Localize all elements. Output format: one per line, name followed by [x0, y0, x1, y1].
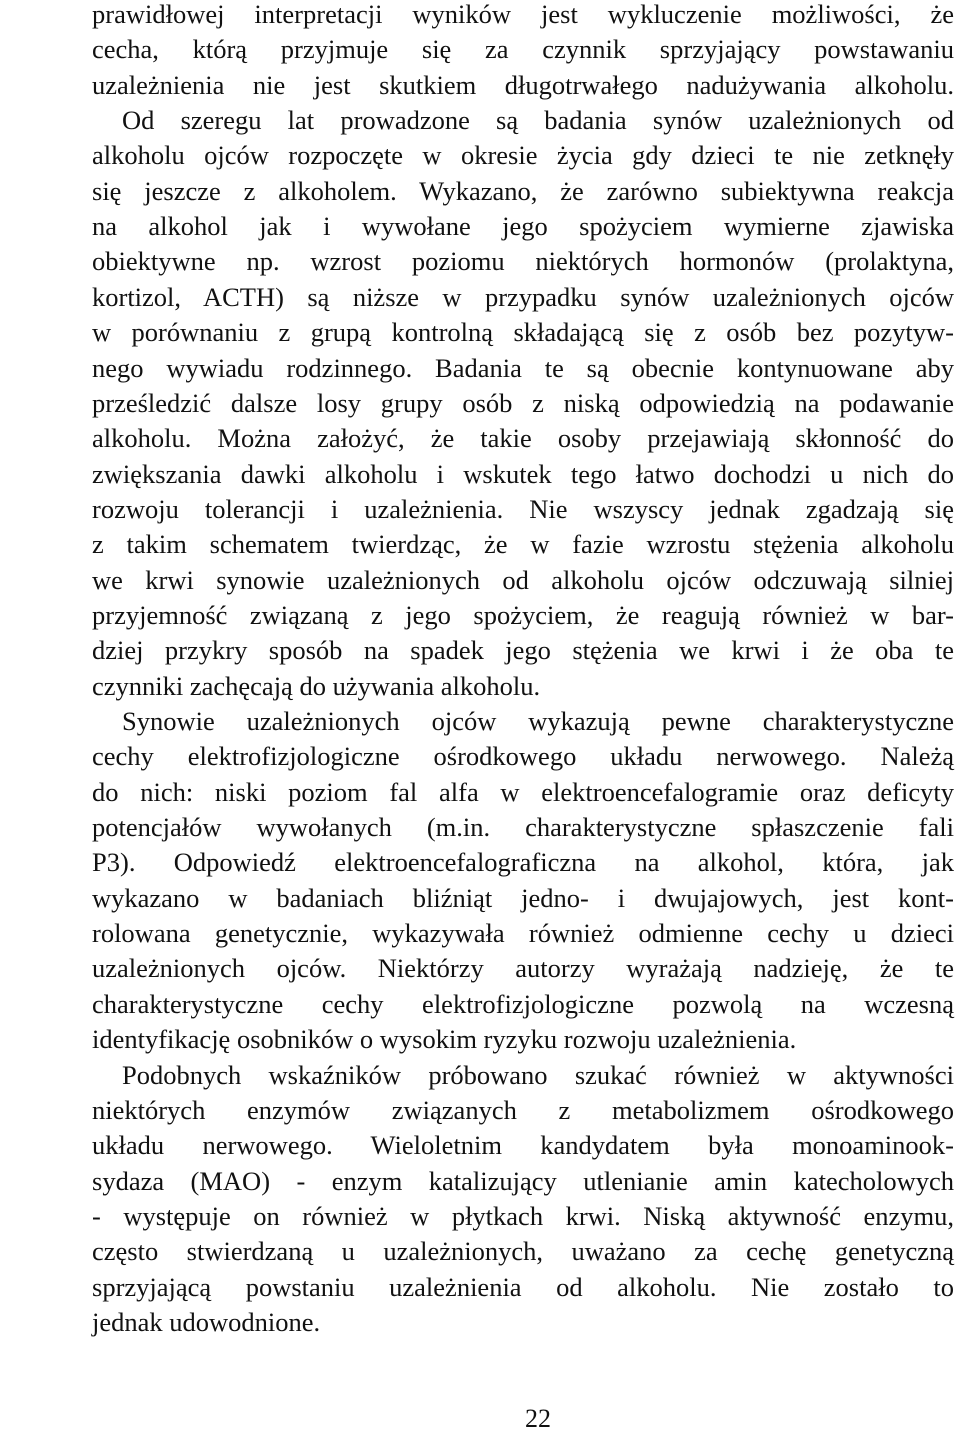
book-page [92, 0, 954, 1437]
text-line: rolowana genetycznie, wykazywała również odmienne cechy u dzieci [92, 918, 954, 949]
text-line: Od szeregu lat prowadzone są badania synów uzależnionych od [122, 105, 954, 136]
text-line: identyfikację osobników o wysokim ryzyku rozwoju uzależnienia. [92, 1024, 797, 1055]
text-line: kortizol, ACTH) są niższe w przypadku synów uzależnionych ojców [92, 281, 954, 312]
text-line: z takim schematem twierdząc, że w fazie wzrostu stężenia alkoholu [92, 529, 954, 560]
text-line: przyjemność związaną z jego spożyciem, że reagują również w bar- [92, 599, 954, 630]
text-line: P3). Odpowiedź elektroencefalograficzna na alkohol, która, jak [92, 847, 954, 878]
text-line: zwiększania dawki alkoholu i wskutek tego łatwo dochodzi u nich do [92, 458, 954, 489]
text-line: prawidłowej interpretacji wyników jest wykluczenie możliwości, że [92, 0, 954, 29]
text-line: we krwi synowie uzależnionych od alkoholu ojców odczuwają silniej [92, 564, 954, 595]
text-line: często stwierdzaną u uzależnionych, uważano za cechę genetyczną [92, 1236, 954, 1267]
text-line: do nich: niski poziom fal alfa w elektroencefalogramie oraz deficyty [92, 776, 954, 807]
text-line: się jeszcze z alkoholem. Wykazano, że zarówno subiektywna reakcja [92, 175, 954, 206]
text-line: nego wywiadu rodzinnego. Badania te są obecnie kontynuowane aby [92, 352, 954, 383]
text-line: jednak udowodnione. [92, 1306, 321, 1337]
text-line: alkoholu ojców rozpoczęte w okresie życia gdy dzieci te nie zetknęły [92, 140, 954, 171]
text-line: cechy elektrofizjologiczne ośrodkowego układu nerwowego. Należą [92, 741, 954, 772]
text-line: sydaza (MAO) - enzym katalizujący utlenianie amin katecholowych [92, 1165, 954, 1196]
text-line: Synowie uzależnionych ojców wykazują pewne charakterystyczne [122, 706, 954, 736]
text-line: niektórych enzymów związanych z metabolizmem ośrodkowego [92, 1094, 954, 1125]
text-line: potencjałów wywołanych (m.in. charakterystyczne spłaszczenie fali [92, 812, 954, 843]
text-line: Podobnych wskaźników próbowano szukać również w aktywności [122, 1059, 954, 1090]
text-line: charakterystyczne cechy elektrofizjologiczne pozwolą na wczesną [92, 988, 954, 1019]
text-line: uzależnionych ojców. Niektórzy autorzy wyrażają nadzieję, że te [92, 953, 954, 984]
text-line: alkoholu. Można założyć, że takie osoby przejawiają skłonność do [92, 423, 954, 454]
text-line: w porównaniu z grupą kontrolną składającą się z osób bez pozytyw- [92, 317, 954, 348]
text-line: układu nerwowego. Wieloletnim kandydatem była monoaminook- [92, 1130, 954, 1161]
text-line: obiektywne np. wzrost poziomu niektórych hormonów (prolaktyna, [92, 246, 954, 277]
page-number: 22 [525, 1404, 551, 1433]
text-line: na alkohol jak i wywołane jego spożyciem wymierne zjawiska [92, 211, 954, 242]
text-line: czynniki zachęcają do używania alkoholu. [92, 670, 541, 701]
text-line: dziej przykry sposób na spadek jego stężenia we krwi i że oba te [92, 635, 954, 666]
text-line: sprzyjającą powstaniu uzależnienia od alkoholu. Nie zostało to [92, 1271, 954, 1302]
text-line: uzależnienia nie jest skutkiem długotrwałego nadużywania alkoholu. [92, 69, 954, 100]
text-line: wykazano w badaniach bliźniąt jedno- i dwujajowych, jest kont- [92, 882, 954, 913]
text-line: cecha, którą przyjmuje się za czynnik sprzyjający powstawaniu [92, 34, 954, 65]
text-line: - występuje on również w płytkach krwi. Niską aktywność enzymu, [92, 1200, 954, 1231]
text-line: rozwoju tolerancji i uzależnienia. Nie wszyscy jednak zgadzają się [92, 493, 954, 524]
text-line: prześledzić dalsze losy grupy osób z niską odpowiedzią na podawanie [92, 387, 954, 418]
